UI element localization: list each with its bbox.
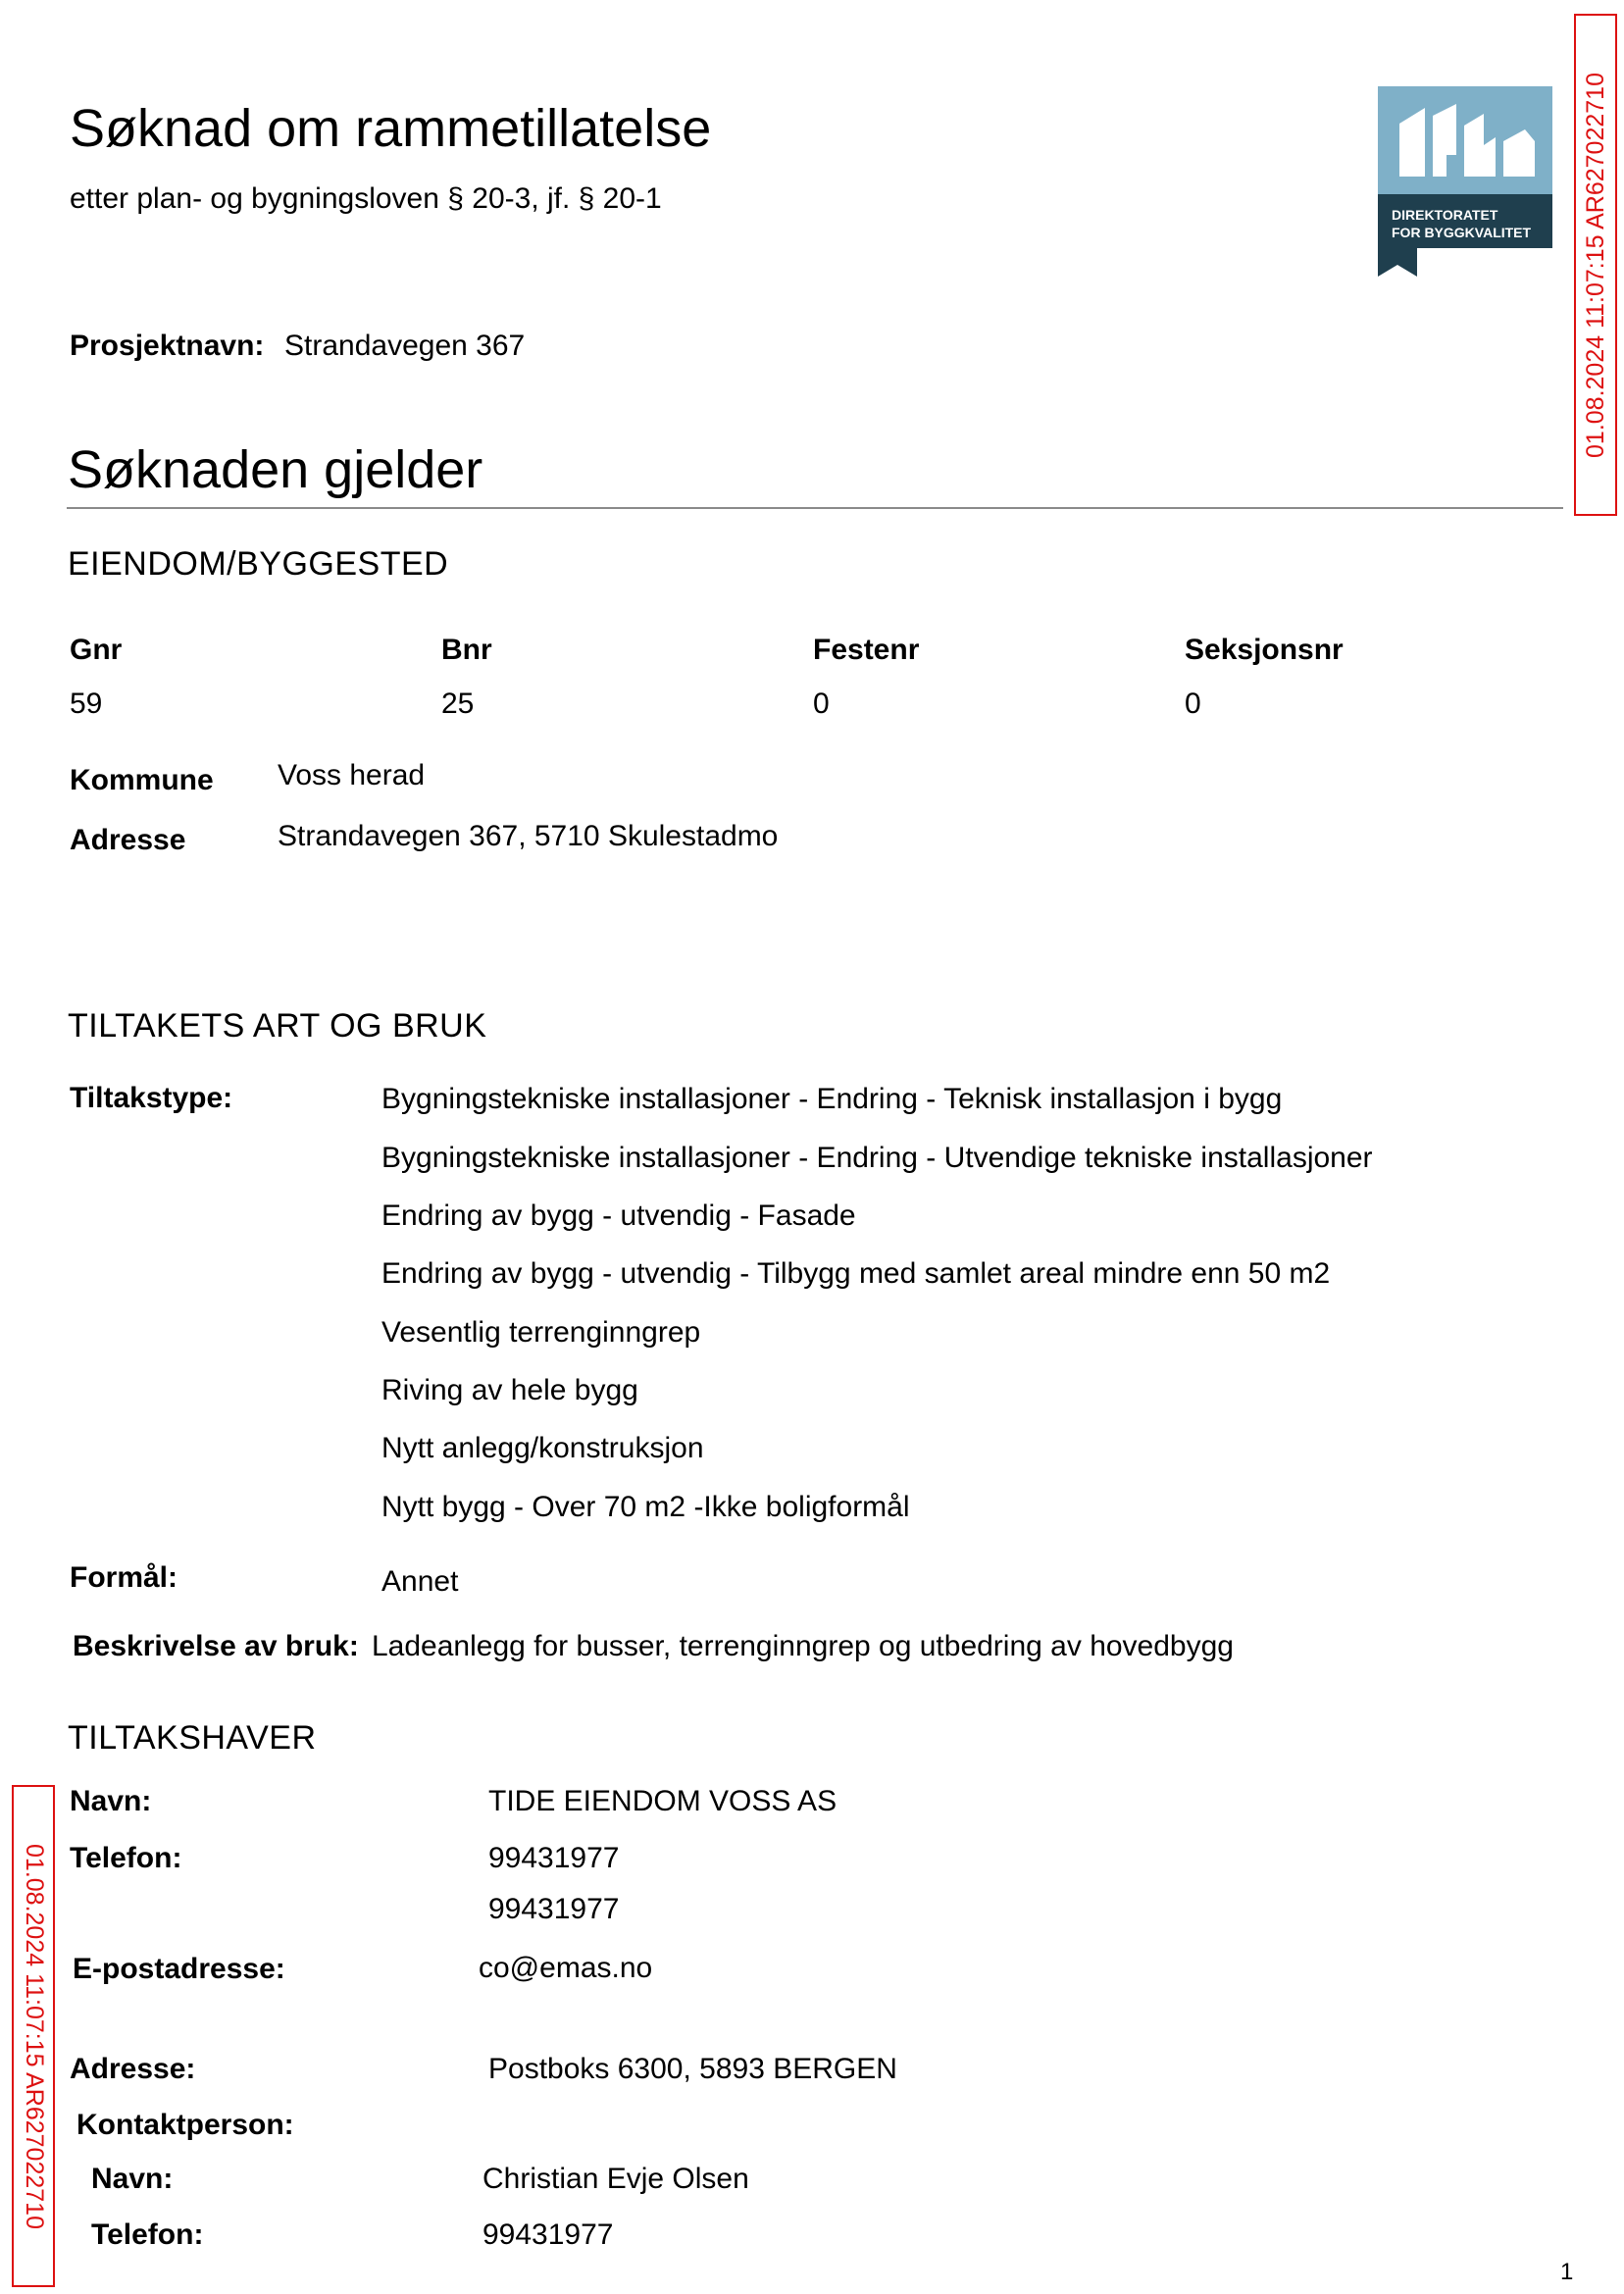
festenr-value: 0 bbox=[813, 688, 830, 720]
gnr-value: 59 bbox=[70, 688, 103, 720]
kontakt-telefon-value: 99431977 bbox=[482, 2218, 614, 2251]
timestamp-stamp-top bbox=[1574, 14, 1617, 516]
tiltak-heading: TILTAKETS ART OG BRUK bbox=[68, 1007, 487, 1045]
seksjonsnr-value: 0 bbox=[1185, 688, 1201, 720]
page-number: 1 bbox=[1560, 2259, 1574, 2285]
gnr-label: Gnr bbox=[70, 634, 123, 666]
dibk-logo bbox=[1378, 86, 1552, 277]
adresse-label: Adresse bbox=[70, 824, 186, 856]
bnr-value: 25 bbox=[441, 688, 475, 720]
section-divider bbox=[67, 507, 1563, 509]
tiltakstype-label: Tiltakstype: bbox=[70, 1082, 233, 1114]
page-subtitle: etter plan- og bygningsloven § 20-3, jf. § 20-1 bbox=[70, 182, 662, 215]
bruk-value: Ladeanlegg for busser, terrenginngrep og utbedring av hovedbygg bbox=[372, 1630, 1234, 1662]
telefon-value: 99431977 bbox=[488, 1842, 620, 1874]
kontakt-navn-value: Christian Evje Olsen bbox=[482, 2163, 749, 2195]
kontakt-navn-label: Navn: bbox=[91, 2163, 174, 2195]
tiltakstype-item: Endring av bygg - utvendig - Tilbygg med samlet areal mindre enn 50 m2 bbox=[381, 1257, 1331, 1290]
tiltakstype-item: Bygningstekniske installasjoner - Endring - Teknisk installasjon i bygg bbox=[381, 1083, 1283, 1115]
seksjonsnr-label: Seksjonsnr bbox=[1185, 634, 1344, 666]
kommune-label: Kommune bbox=[70, 764, 214, 796]
tiltakstype-item: Vesentlig terrenginngrep bbox=[381, 1316, 701, 1349]
kontakt-telefon-label: Telefon: bbox=[91, 2218, 204, 2251]
tiltakstype-item: Bygningstekniske installasjoner - Endring - Utvendige tekniske installasjoner bbox=[381, 1142, 1373, 1174]
tiltakstype-item: Endring av bygg - utvendig - Fasade bbox=[381, 1199, 856, 1232]
stamp-text: 01.08.2024 11:07:15 AR627022710 bbox=[20, 1843, 48, 2229]
dibk-logo-icon bbox=[1378, 86, 1552, 277]
project-label: Prosjektnavn: bbox=[70, 330, 265, 362]
tiltakshaver-adresse-value: Postboks 6300, 5893 BERGEN bbox=[488, 2053, 897, 2085]
telefon-value-secondary: 99431977 bbox=[488, 1893, 620, 1925]
kommune-value: Voss herad bbox=[278, 759, 426, 791]
epost-value: co@emas.no bbox=[479, 1952, 653, 1984]
epost-label: E-postadresse: bbox=[73, 1953, 285, 1985]
section-title: Søknaden gjelder bbox=[68, 440, 483, 499]
tiltakstype-item: Riving av hele bygg bbox=[381, 1374, 638, 1406]
adresse-value: Strandavegen 367, 5710 Skulestadmo bbox=[278, 820, 779, 852]
festenr-label: Festenr bbox=[813, 634, 920, 666]
telefon-label: Telefon: bbox=[70, 1842, 182, 1874]
tiltakshaver-adresse-label: Adresse: bbox=[70, 2053, 196, 2085]
property-heading: EIENDOM/BYGGESTED bbox=[68, 545, 449, 583]
kontaktperson-label: Kontaktperson: bbox=[76, 2109, 294, 2141]
project-value: Strandavegen 367 bbox=[284, 330, 526, 362]
timestamp-stamp-bottom bbox=[12, 1785, 55, 2287]
tiltakstype-item: Nytt anlegg/konstruksjon bbox=[381, 1432, 704, 1464]
logo-line2: FOR BYGGKVALITET bbox=[1392, 225, 1532, 240]
bnr-label: Bnr bbox=[441, 634, 492, 666]
navn-value: TIDE EIENDOM VOSS AS bbox=[488, 1785, 837, 1817]
tiltakstype-item: Nytt bygg - Over 70 m2 -Ikke boligformål bbox=[381, 1491, 910, 1523]
page-title: Søknad om rammetillatelse bbox=[70, 99, 712, 158]
navn-label: Navn: bbox=[70, 1785, 152, 1817]
bruk-label: Beskrivelse av bruk: bbox=[73, 1630, 359, 1662]
stamp-text: 01.08.2024 11:07:15 AR627022710 bbox=[1581, 72, 1609, 458]
formal-label: Formål: bbox=[70, 1561, 178, 1594]
logo-line1: DIREKTORATET bbox=[1392, 207, 1498, 223]
formal-value: Annet bbox=[381, 1565, 459, 1598]
tiltakshaver-heading: TILTAKSHAVER bbox=[68, 1719, 317, 1757]
